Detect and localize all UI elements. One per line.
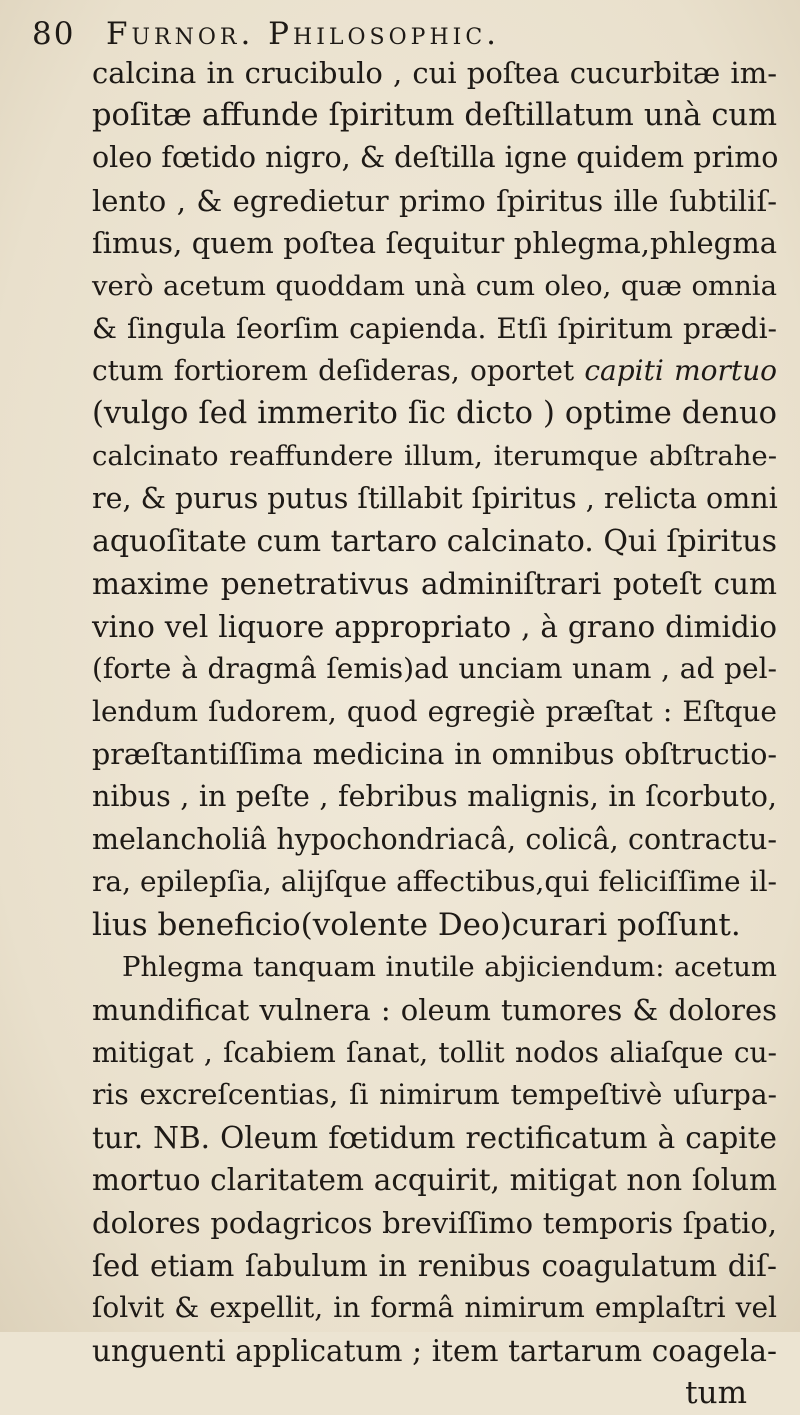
text-line: Phlegma tanquam inutile abjiciendum: acetum xyxy=(122,951,777,984)
text-line: re, & purus putus ſtillabit ſpiritus , relicta omni xyxy=(92,481,778,515)
text-line: maxime penetrativus adminiſtrari poteſt cum xyxy=(92,567,777,602)
text-line: calcinato reaffundere illum, iterumque abſtrahe- xyxy=(92,440,777,473)
text-line: lius beneficio(volente Deo)curari poſſunt. xyxy=(92,906,741,943)
text-line: ſimus, quem poſtea ſequitur phlegma,phlegma xyxy=(92,226,777,261)
text-line: (forte à dragmâ ſemis)ad unciam unam , ad pel- xyxy=(92,652,777,686)
page-header xyxy=(32,14,760,54)
text-line: mundificat vulnera : oleum tumores & dolores xyxy=(92,993,777,1028)
text-line: ſolvit & expellit, in formâ nimirum emplaſtri vel xyxy=(92,1291,777,1325)
italic-phrase: capiti mortuo xyxy=(584,354,778,388)
body-text xyxy=(92,52,777,1415)
text-line: calcina in crucibulo , cui poſtea cucurbitæ im- xyxy=(92,56,777,90)
text-line: præſtantiſſima medicina in omnibus obſtructio- xyxy=(92,737,777,771)
text-line: ctum fortiorem deſideras, oportet capiti mortuo xyxy=(92,354,778,388)
text-line: lento , & egredietur primo ſpiritus ille ſubtiliſ- xyxy=(92,183,777,218)
text-line: verò acetum quoddam unà cum oleo, quæ omnia xyxy=(92,269,777,302)
text-line: poſitæ affunde ſpiritum deſtillatum unà cum xyxy=(92,97,777,133)
text-line: (vulgo ſed immerito ſic dicto ) optime denuo xyxy=(92,395,777,431)
text-line: tur. NB. Oleum fœtidum rectificatum à capite xyxy=(92,1120,777,1155)
text-line: ris excreſcentias, ſi nimirum tempeſtivè uſurpa- xyxy=(92,1078,777,1112)
text-line: mortuo claritatem acquirit, mitigat non ſolum xyxy=(92,1163,777,1198)
text-line: ſed etiam ſabulum in renibus coagulatum diſ- xyxy=(92,1248,777,1283)
catchword: tum xyxy=(685,1375,747,1412)
text-line: melancholiâ hypochondriacâ, colicâ, contractu- xyxy=(92,822,777,856)
text-line: mitigat , ſcabiem ſanat, tollit nodos aliaſque cu- xyxy=(92,1035,777,1069)
text-line: aquoſitate cum tartaro calcinato. Qui ſpiritus xyxy=(92,523,777,559)
text-line: unguenti applicatum ; item tartarum coagela- xyxy=(92,1333,777,1368)
text-line: lendum ſudorem, quod egregiè præſtat : Eſtque xyxy=(92,694,777,728)
text-line: nibus , in peſte , febribus malignis, in ſcorbuto, xyxy=(92,780,777,814)
page-number: 80 xyxy=(32,16,76,52)
text-line: vino vel liquore appropriato , à grano dimidio xyxy=(92,609,777,644)
text-line: oleo fœtido nigro, & deſtilla igne quidem primo xyxy=(92,141,779,175)
text-line: dolores podagricos breviſſimo temporis ſpatio, xyxy=(92,1206,777,1241)
text-line: ra, epilepſia, alijſque affectibus,qui feliciſſime il- xyxy=(92,865,777,899)
running-title: Furnor. Philosophic. xyxy=(106,16,501,52)
text-line: & ſingula ſeorſim capienda. Etſi ſpiritum prædi- xyxy=(92,311,777,345)
